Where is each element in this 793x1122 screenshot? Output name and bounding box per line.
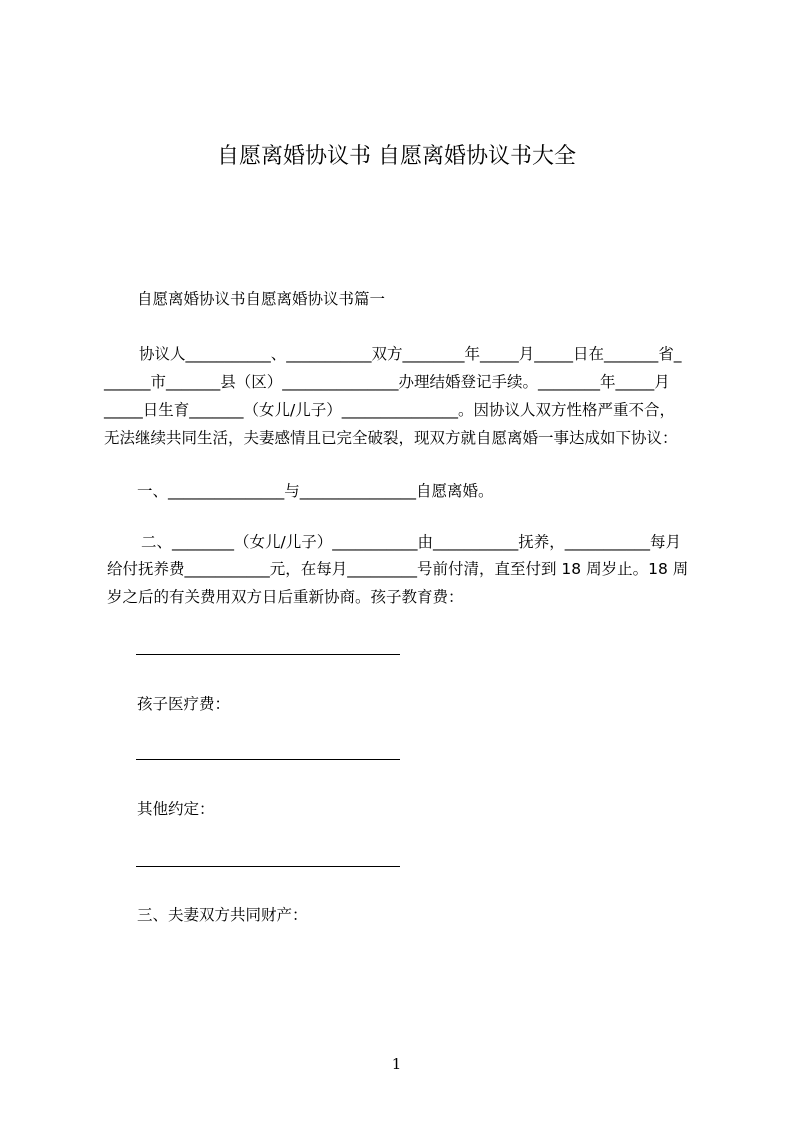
other-agreement-label: 其他约定： [137, 800, 215, 818]
other-agreement-blank-line [136, 866, 400, 867]
intro-line-1: 协议人___________、___________双方________年_____月_____日在_______省_ [139, 345, 682, 363]
intro-line-3: _____日生育_______（女儿/儿子）_______________。因协议人双方性格严重不合， [104, 401, 675, 419]
clause-2-line-3: 岁之后的有关费用双方日后重新协商。孩子教育费： [107, 588, 464, 606]
clause-3: 三、夫妻双方共同财产： [137, 906, 308, 924]
intro-line-2: ______市_______县（区）_______________办理结婚登记手续。________年_____月 [104, 373, 670, 391]
education-fee-blank-line [136, 654, 400, 655]
clause-2-line-2: 给付抚养费___________元，在每月_________号前付清，直至付到 18 周岁止。18 周 [107, 560, 689, 578]
intro-line-4: 无法继续共同生活，夫妻感情且已完全破裂，现双方就自愿离婚一事达成如下协议： [104, 429, 678, 447]
medical-fee-blank-line [136, 759, 400, 760]
section-heading: 自愿离婚协议书自愿离婚协议书篇一 [137, 290, 386, 308]
child-medical-fee-label: 孩子医疗费： [137, 695, 231, 713]
clause-1: 一、_______________与_______________自愿离婚。 [137, 482, 494, 500]
clause-2-line-1: 二、________（女儿/儿子）___________由___________抚养，___________每月 [141, 533, 681, 551]
page-number: 1 [391, 1055, 402, 1073]
document-title: 自愿离婚协议书 自愿离婚协议书大全 [217, 144, 576, 169]
